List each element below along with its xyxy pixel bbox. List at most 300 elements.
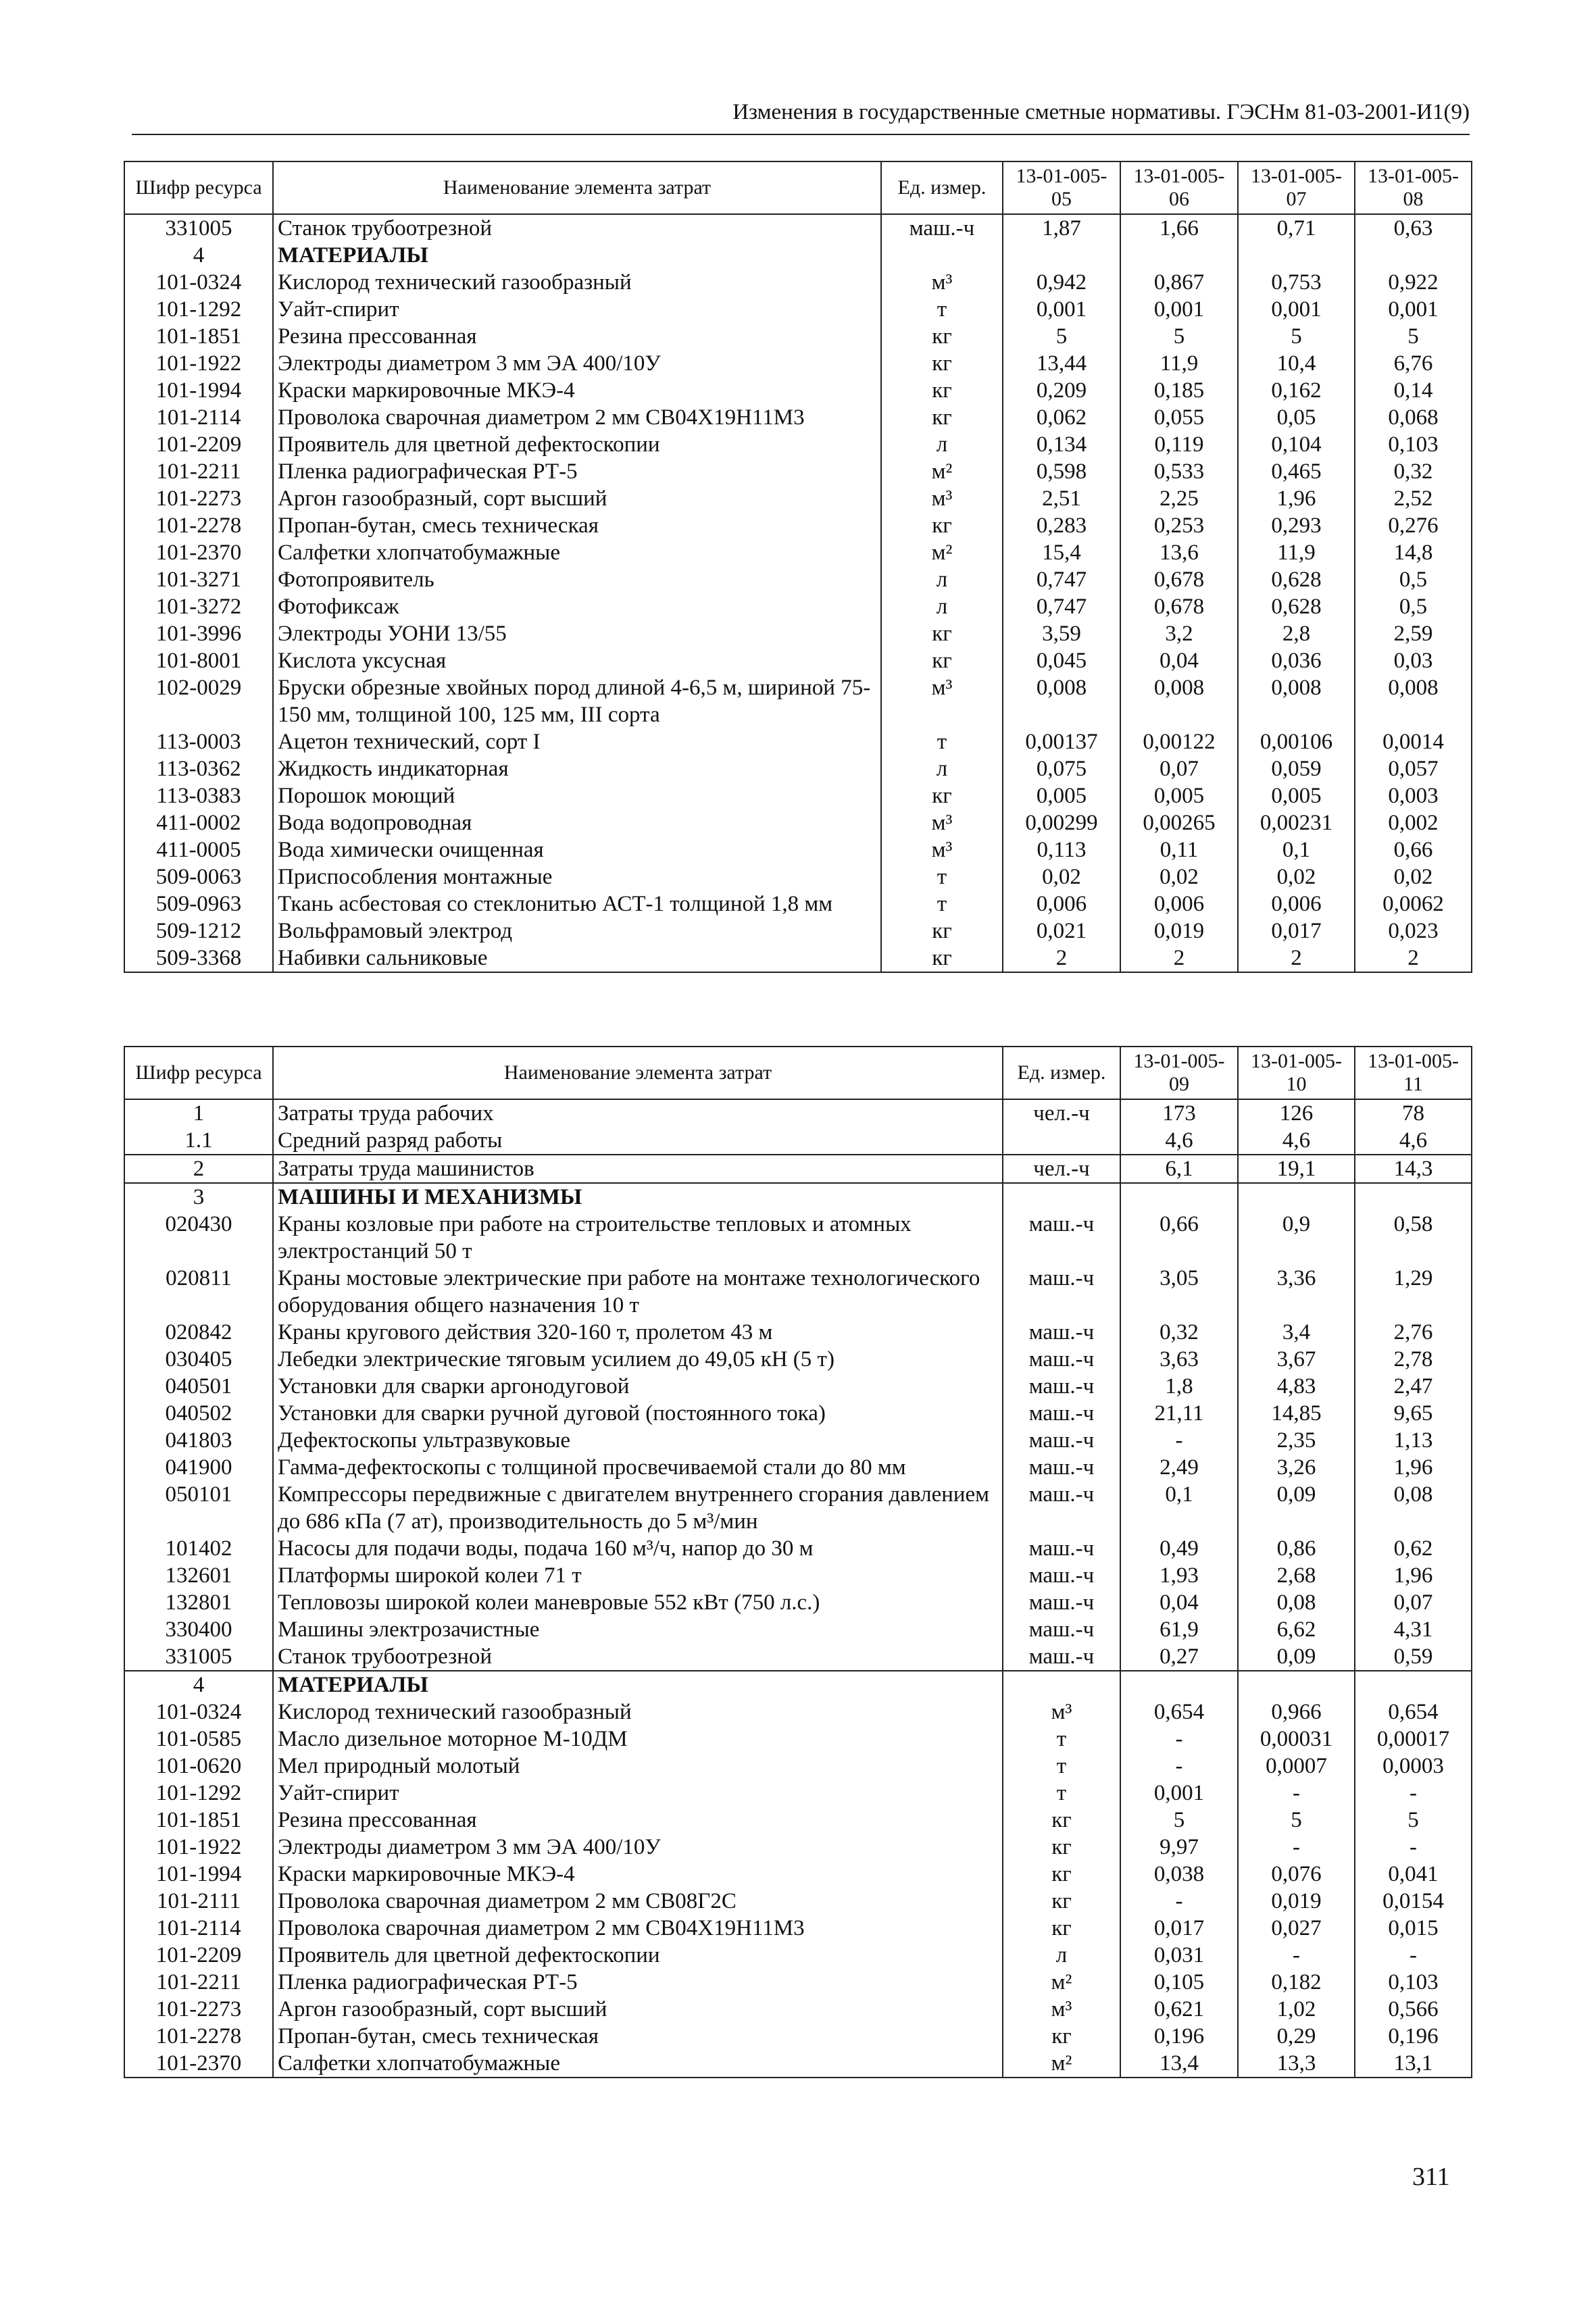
resource-value: 2 <box>1120 945 1238 972</box>
resource-code: 509-3368 <box>124 945 273 972</box>
resource-name: Краски маркировочные МКЭ-4 <box>273 1861 1003 1888</box>
resource-code: 101-2111 <box>124 1888 273 1915</box>
resource-code: 101-2209 <box>124 1942 273 1969</box>
resource-unit: маш.-ч <box>1003 1535 1120 1562</box>
resource-value: 2,76 <box>1355 1319 1472 1346</box>
resource-name: Станок трубоотрезной <box>273 1643 1003 1671</box>
resource-value: 0,196 <box>1120 2023 1238 2050</box>
resource-value: 0,019 <box>1120 917 1238 945</box>
table-row <box>124 323 1472 350</box>
resource-value: 0,86 <box>1238 1535 1355 1562</box>
resource-value: 61,9 <box>1120 1616 1238 1643</box>
resource-value: 5 <box>1355 323 1472 350</box>
resource-code: 4 <box>124 1671 273 1699</box>
resource-value: 2,51 <box>1003 485 1120 512</box>
resource-name: Установки для сварки ручной дуговой (постоянного тока) <box>273 1400 1003 1427</box>
resource-value: 19,1 <box>1238 1155 1355 1183</box>
resource-value: 0,001 <box>1355 296 1472 323</box>
resource-value: 2 <box>1003 945 1120 972</box>
resource-value: 3,4 <box>1238 1319 1355 1346</box>
resource-code: 3 <box>124 1183 273 1211</box>
resource-name: МАТЕРИАЛЫ <box>273 1671 1003 1699</box>
resource-name: Электроды диаметром 3 мм ЭА 400/10У <box>273 1834 1003 1861</box>
header-name: Наименование элемента затрат <box>273 1047 1003 1099</box>
resource-value: 1,87 <box>1003 214 1120 242</box>
resource-code: 020811 <box>124 1265 273 1319</box>
resource-value: 0,057 <box>1355 755 1472 782</box>
resource-unit: кг <box>881 782 1003 809</box>
resource-value: 11,9 <box>1120 350 1238 377</box>
table-row <box>124 1099 1472 1127</box>
resource-name: Салфетки хлопчатобумажные <box>273 539 881 566</box>
resource-value: 0,076 <box>1238 1861 1355 1888</box>
table-row <box>124 1616 1472 1643</box>
resource-unit: кг <box>881 350 1003 377</box>
resource-code: 101402 <box>124 1535 273 1562</box>
resource-value: 0,1 <box>1120 1481 1238 1535</box>
resource-code: 331005 <box>124 1643 273 1671</box>
table-row <box>124 1373 1472 1400</box>
resource-value: 13,4 <box>1120 2050 1238 2078</box>
resource-name: Фотопроявитель <box>273 566 881 593</box>
resource-table-1 <box>124 161 1472 973</box>
resource-name: Кислород технический газообразный <box>273 1699 1003 1726</box>
table-row <box>124 1127 1472 1155</box>
resource-value: 0,08 <box>1238 1589 1355 1616</box>
resource-code: 050101 <box>124 1481 273 1535</box>
resource-name: Проволока сварочная диаметром 2 мм СВ08Г2С <box>273 1888 1003 1915</box>
resource-value: 0,04 <box>1120 1589 1238 1616</box>
resource-value: 2 <box>1355 945 1472 972</box>
resource-unit: маш.-ч <box>1003 1373 1120 1400</box>
resource-unit: кг <box>881 917 1003 945</box>
resource-value: 0,942 <box>1003 269 1120 296</box>
resource-value: 0,0003 <box>1355 1753 1472 1780</box>
resource-value: 0,03 <box>1355 647 1472 674</box>
resource-code: 101-3271 <box>124 566 273 593</box>
resource-unit: кг <box>1003 2023 1120 2050</box>
resource-value: - <box>1238 1942 1355 1969</box>
resource-code: 132601 <box>124 1562 273 1589</box>
table-row <box>124 377 1472 404</box>
resource-unit: кг <box>881 620 1003 647</box>
resource-value: 0,006 <box>1120 890 1238 917</box>
resource-unit: кг <box>881 377 1003 404</box>
resource-value: 1,96 <box>1238 485 1355 512</box>
resource-value: 0,036 <box>1238 647 1355 674</box>
header-norm-column: 13-01-005-09 <box>1120 1047 1238 1099</box>
resource-value: 0,58 <box>1355 1211 1472 1265</box>
resource-unit: маш.-ч <box>1003 1616 1120 1643</box>
resource-value: 0,08 <box>1355 1481 1472 1535</box>
resource-code: 411-0002 <box>124 809 273 836</box>
resource-code: 102-0029 <box>124 674 273 728</box>
resource-unit: маш.-ч <box>1003 1481 1120 1535</box>
resource-value: 0,04 <box>1120 647 1238 674</box>
resource-value: 0,66 <box>1355 836 1472 863</box>
header-norm-column: 13-01-005-11 <box>1355 1047 1472 1099</box>
resource-value: 0,001 <box>1003 296 1120 323</box>
resource-code: 101-3996 <box>124 620 273 647</box>
resource-value: 6,1 <box>1120 1155 1238 1183</box>
resource-value: 3,63 <box>1120 1346 1238 1373</box>
resource-value: 78 <box>1355 1099 1472 1127</box>
page-header: Изменения в государственные сметные нормативы. ГЭСНм 81-03-2001-И1(9) <box>732 100 1470 124</box>
resource-value: 0,062 <box>1003 404 1120 431</box>
resource-value: 14,8 <box>1355 539 1472 566</box>
resource-value: 0,019 <box>1238 1888 1355 1915</box>
table-row <box>124 296 1472 323</box>
table-row <box>124 1915 1472 1942</box>
resource-value: 4,6 <box>1355 1127 1472 1155</box>
resource-value: 0,041 <box>1355 1861 1472 1888</box>
resource-name: Вольфрамовый электрод <box>273 917 881 945</box>
resource-unit: м³ <box>881 674 1003 728</box>
table-row <box>124 593 1472 620</box>
table-row <box>124 863 1472 890</box>
resource-value: 4,6 <box>1238 1127 1355 1155</box>
resource-code: 101-2273 <box>124 1996 273 2023</box>
resource-unit: т <box>1003 1753 1120 1780</box>
resource-value: 5 <box>1238 323 1355 350</box>
header-code: Шифр ресурса <box>124 1047 273 1099</box>
resource-code: 330400 <box>124 1616 273 1643</box>
resource-value: 0,0154 <box>1355 1888 1472 1915</box>
resource-name: Уайт-спирит <box>273 1780 1003 1807</box>
resource-value: 13,3 <box>1238 2050 1355 2078</box>
resource-unit: л <box>881 566 1003 593</box>
resource-value: 0,867 <box>1120 269 1238 296</box>
table-row <box>124 1589 1472 1616</box>
resource-value: 0,00122 <box>1120 728 1238 755</box>
resource-unit: м³ <box>1003 1996 1120 2023</box>
resource-unit: кг <box>1003 1861 1120 1888</box>
section-row <box>124 242 1472 269</box>
resource-name: Краны козловые при работе на строительстве тепловых и атомных электростанций 50 т <box>273 1211 1003 1265</box>
header-rule <box>132 134 1470 135</box>
resource-code: 4 <box>124 242 273 269</box>
table-row <box>124 512 1472 539</box>
resource-value: 0,059 <box>1238 755 1355 782</box>
resource-value: 0,276 <box>1355 512 1472 539</box>
resource-value: 0,02 <box>1120 863 1238 890</box>
resource-value: 2,78 <box>1355 1346 1472 1373</box>
resource-value: 3,05 <box>1120 1265 1238 1319</box>
resource-name: Электроды диаметром 3 мм ЭА 400/10У <box>273 350 881 377</box>
resource-value: 0,922 <box>1355 269 1472 296</box>
resource-code: 020430 <box>124 1211 273 1265</box>
resource-name: Лебедки электрические тяговым усилием до 49,05 кН (5 т) <box>273 1346 1003 1373</box>
resource-unit: маш.-ч <box>1003 1589 1120 1616</box>
resource-value: 0,747 <box>1003 566 1120 593</box>
resource-value <box>1238 1671 1355 1699</box>
resource-value: 1,02 <box>1238 1996 1355 2023</box>
resource-value <box>1238 242 1355 269</box>
resource-value: 15,4 <box>1003 539 1120 566</box>
resource-value: 0,654 <box>1120 1699 1238 1726</box>
resource-value: - <box>1120 1753 1238 1780</box>
resource-value: 9,65 <box>1355 1400 1472 1427</box>
table-row <box>124 1400 1472 1427</box>
resource-code: 2 <box>124 1155 273 1183</box>
resource-value: 2,8 <box>1238 620 1355 647</box>
resource-name: Проявитель для цветной дефектоскопии <box>273 431 881 458</box>
resource-unit: маш.-ч <box>1003 1562 1120 1589</box>
resource-unit: м² <box>1003 2050 1120 2078</box>
resource-code: 101-2211 <box>124 1969 273 1996</box>
resource-unit: м³ <box>881 485 1003 512</box>
resource-value: 0,001 <box>1120 1780 1238 1807</box>
resource-value: 0,134 <box>1003 431 1120 458</box>
resource-name: Бруски обрезные хвойных пород длиной 4-6,5 м, шириной 75-150 мм, толщиной 100, 125 мм, III сорта <box>273 674 881 728</box>
resource-unit: м² <box>881 458 1003 485</box>
resource-value: 2,68 <box>1238 1562 1355 1589</box>
resource-value: 0,14 <box>1355 377 1472 404</box>
resource-value: 1,29 <box>1355 1265 1472 1319</box>
resource-unit: м² <box>881 539 1003 566</box>
resource-code: 101-3272 <box>124 593 273 620</box>
resource-value <box>1120 242 1238 269</box>
resource-name: Вода водопроводная <box>273 809 881 836</box>
table-row <box>124 1319 1472 1346</box>
table-row <box>124 404 1472 431</box>
resource-value: 0,119 <box>1120 431 1238 458</box>
resource-unit: кг <box>1003 1834 1120 1861</box>
resource-name: Порошок моющий <box>273 782 881 809</box>
resource-value: 3,67 <box>1238 1346 1355 1373</box>
resource-name: Аргон газообразный, сорт высший <box>273 485 881 512</box>
resource-value: 0,001 <box>1120 296 1238 323</box>
resource-code: 101-0620 <box>124 1753 273 1780</box>
header-norm-column: 13-01-005-05 <box>1003 161 1120 214</box>
table-row <box>124 945 1472 972</box>
resource-value: 0,00137 <box>1003 728 1120 755</box>
resource-value: 13,6 <box>1120 539 1238 566</box>
resource-value: 0,015 <box>1355 1915 1472 1942</box>
resource-value: 5 <box>1238 1807 1355 1834</box>
resource-value: 0,027 <box>1238 1915 1355 1942</box>
resource-code: 132801 <box>124 1589 273 1616</box>
resource-value: - <box>1120 1726 1238 1753</box>
resource-value: 0,196 <box>1355 2023 1472 2050</box>
resource-name: Электроды УОНИ 13/55 <box>273 620 881 647</box>
resource-unit: маш.-ч <box>1003 1319 1120 1346</box>
page-number: 311 <box>1412 2163 1450 2191</box>
resource-value: 13,1 <box>1355 2050 1472 2078</box>
resource-unit: л <box>881 593 1003 620</box>
header-norm-column: 13-01-005-06 <box>1120 161 1238 214</box>
resource-code: 041803 <box>124 1427 273 1454</box>
resource-value: 0,11 <box>1120 836 1238 863</box>
resource-value: 11,9 <box>1238 539 1355 566</box>
resource-value <box>1355 242 1472 269</box>
resource-value: 0,253 <box>1120 512 1238 539</box>
resource-unit: кг <box>881 512 1003 539</box>
resource-value: 3,59 <box>1003 620 1120 647</box>
header-unit: Ед. измер. <box>881 161 1003 214</box>
resource-code: 101-2278 <box>124 512 273 539</box>
resource-value: 0,628 <box>1238 593 1355 620</box>
resource-name: Станок трубоотрезной <box>273 214 881 242</box>
resource-value: - <box>1238 1834 1355 1861</box>
table-row <box>124 782 1472 809</box>
resource-value: 0,07 <box>1355 1589 1472 1616</box>
resource-name: Уайт-спирит <box>273 296 881 323</box>
resource-value: 0,055 <box>1120 404 1238 431</box>
resource-value: 0,105 <box>1120 1969 1238 1996</box>
resource-value: 10,4 <box>1238 350 1355 377</box>
resource-value: 1,8 <box>1120 1373 1238 1400</box>
table-row <box>124 890 1472 917</box>
header-norm-column: 13-01-005-07 <box>1238 161 1355 214</box>
table-row <box>124 917 1472 945</box>
resource-value: 0,038 <box>1120 1861 1238 1888</box>
table-row <box>124 1155 1472 1183</box>
table-row <box>124 214 1472 242</box>
resource-value: 3,36 <box>1238 1265 1355 1319</box>
table-row <box>124 1942 1472 1969</box>
resource-value <box>1003 242 1120 269</box>
resource-value: 0,00017 <box>1355 1726 1472 1753</box>
resource-value: 2,49 <box>1120 1454 1238 1481</box>
resource-unit: т <box>1003 1726 1120 1753</box>
resource-code: 101-1851 <box>124 323 273 350</box>
resource-value: 0,005 <box>1120 782 1238 809</box>
table-row <box>124 1807 1472 1834</box>
resource-name: Насосы для подачи воды, подача 160 м³/ч, напор до 30 м <box>273 1535 1003 1562</box>
resource-value <box>1355 1183 1472 1211</box>
table-row <box>124 269 1472 296</box>
resource-unit <box>1003 1671 1120 1699</box>
resource-name: Кислота уксусная <box>273 647 881 674</box>
resource-value: 0,09 <box>1238 1643 1355 1671</box>
resource-code: 020842 <box>124 1319 273 1346</box>
resource-code: 509-0063 <box>124 863 273 890</box>
resource-value: 0,678 <box>1120 566 1238 593</box>
resource-name: Проволока сварочная диаметром 2 мм СВ04Х19Н11М3 <box>273 404 881 431</box>
resource-value: 0,566 <box>1355 1996 1472 2023</box>
resource-value: 0,005 <box>1003 782 1120 809</box>
resource-value <box>1120 1183 1238 1211</box>
resource-value: 0,008 <box>1238 674 1355 728</box>
header-name: Наименование элемента затрат <box>273 161 881 214</box>
table-row <box>124 1861 1472 1888</box>
resource-value: 0,63 <box>1355 214 1472 242</box>
resource-code: 101-8001 <box>124 647 273 674</box>
resource-name: МАШИНЫ И МЕХАНИЗМЫ <box>273 1183 1003 1211</box>
resource-value: 0,5 <box>1355 593 1472 620</box>
header-code: Шифр ресурса <box>124 161 273 214</box>
resource-unit: кг <box>1003 1888 1120 1915</box>
resource-value: 14,3 <box>1355 1155 1472 1183</box>
resource-name: Пленка радиографическая РТ-5 <box>273 458 881 485</box>
resource-value: 0,5 <box>1355 566 1472 593</box>
resource-name: Кислород технический газообразный <box>273 269 881 296</box>
table-header-row <box>124 161 1472 214</box>
resource-unit: чел.-ч <box>1003 1099 1120 1127</box>
resource-value: 0,017 <box>1120 1915 1238 1942</box>
table-row <box>124 1211 1472 1265</box>
resource-unit: л <box>881 755 1003 782</box>
resource-value: 2 <box>1238 945 1355 972</box>
resource-name: Дефектоскопы ультразвуковые <box>273 1427 1003 1454</box>
resource-code: 101-1292 <box>124 1780 273 1807</box>
resource-value: 4,6 <box>1120 1127 1238 1155</box>
resource-code: 113-0003 <box>124 728 273 755</box>
resource-value: 0,103 <box>1355 431 1472 458</box>
resource-code: 113-0383 <box>124 782 273 809</box>
resource-value: - <box>1355 1834 1472 1861</box>
resource-name: Пропан-бутан, смесь техническая <box>273 512 881 539</box>
table-row <box>124 566 1472 593</box>
resource-value: 2,59 <box>1355 620 1472 647</box>
table-row <box>124 539 1472 566</box>
table-row <box>124 728 1472 755</box>
resource-code: 101-0585 <box>124 1726 273 1753</box>
resource-value: 0,32 <box>1355 458 1472 485</box>
resource-value: 0,283 <box>1003 512 1120 539</box>
resource-code: 101-1994 <box>124 1861 273 1888</box>
resource-code: 331005 <box>124 214 273 242</box>
resource-value: 0,001 <box>1238 296 1355 323</box>
table-row <box>124 647 1472 674</box>
resource-code: 101-1292 <box>124 296 273 323</box>
resource-value: 0,0014 <box>1355 728 1472 755</box>
resource-name: Мел природный молотый <box>273 1753 1003 1780</box>
resource-name: Масло дизельное моторное М-10ДМ <box>273 1726 1003 1753</box>
resource-name: Набивки сальниковые <box>273 945 881 972</box>
table-row <box>124 1996 1472 2023</box>
resource-value: 0,966 <box>1238 1699 1355 1726</box>
table-row <box>124 485 1472 512</box>
resource-value: 14,85 <box>1238 1400 1355 1427</box>
resource-value: 0,02 <box>1003 863 1120 890</box>
resource-unit: т <box>881 863 1003 890</box>
resource-name: Проявитель для цветной дефектоскопии <box>273 1942 1003 1969</box>
table-row <box>124 1562 1472 1589</box>
table-row <box>124 2023 1472 2050</box>
table-row <box>124 350 1472 377</box>
resource-code: 1.1 <box>124 1127 273 1155</box>
table-row <box>124 1427 1472 1454</box>
resource-name: Пропан-бутан, смесь техническая <box>273 2023 1003 2050</box>
resource-value: 6,62 <box>1238 1616 1355 1643</box>
table-row <box>124 809 1472 836</box>
resource-value: - <box>1355 1780 1472 1807</box>
resource-code: 101-2370 <box>124 2050 273 2078</box>
resource-unit: т <box>1003 1780 1120 1807</box>
resource-value: 1,13 <box>1355 1427 1472 1454</box>
resource-value: 0,008 <box>1355 674 1472 728</box>
table-row <box>124 1535 1472 1562</box>
table-row <box>124 674 1472 728</box>
resource-value: 0,021 <box>1003 917 1120 945</box>
resource-name: Установки для сварки аргонодуговой <box>273 1373 1003 1400</box>
resource-code: 101-2114 <box>124 404 273 431</box>
resource-name: Краны кругового действия 320-160 т, пролетом 43 м <box>273 1319 1003 1346</box>
resource-value: 0,465 <box>1238 458 1355 485</box>
resource-value: 126 <box>1238 1099 1355 1127</box>
resource-value: 0,66 <box>1120 1211 1238 1265</box>
resource-name: Затраты труда рабочих <box>273 1099 1003 1127</box>
table-row <box>124 1888 1472 1915</box>
resource-unit: маш.-ч <box>1003 1346 1120 1373</box>
resource-code: 509-0963 <box>124 890 273 917</box>
resource-value: 2,52 <box>1355 485 1472 512</box>
resource-value: 173 <box>1120 1099 1238 1127</box>
resource-value: 4,83 <box>1238 1373 1355 1400</box>
resource-value: 0,02 <box>1355 863 1472 890</box>
